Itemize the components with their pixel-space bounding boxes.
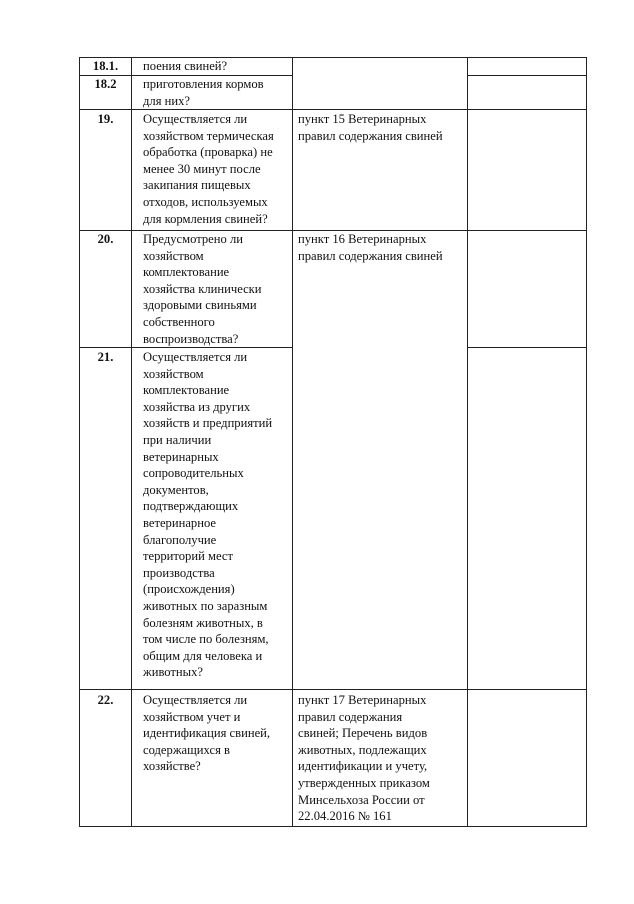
- column-divider-2: [292, 57, 293, 827]
- row-number: 20.: [97, 232, 114, 246]
- row-divider: [467, 347, 587, 348]
- row-question: Осуществляется ли хозяйством термическая обработка (проварка) не менее 30 минут после закипания пищевых отходов, используемых для кормления свиней?: [143, 112, 274, 226]
- row-reference: пункт 15 Ветеринарных правил содержания свиней: [298, 112, 443, 143]
- row-question: приготовления кормов для них?: [143, 77, 264, 108]
- row-question: Предусмотрено ли хозяйством комплектование хозяйства клинически здоровыми свиньями собственного воспроизводства?: [143, 232, 262, 346]
- table-border-bottom: [79, 826, 587, 827]
- row-divider: [79, 689, 587, 690]
- column-divider-1: [131, 57, 132, 827]
- row-question: Осуществляется ли хозяйством комплектование хозяйства из других хозяйств и предприятий при наличии ветеринарных сопроводительных документов, подтверждающих ветеринарное благополучие территорий мест производства (происхождения) животных по заразным болезням животных, в том числе по болезням, общим для человека и животных?: [143, 350, 273, 680]
- column-divider-3: [467, 57, 468, 827]
- table-border-left: [79, 57, 80, 827]
- row-reference: пункт 16 Ветеринарных правил содержания свиней: [298, 232, 443, 263]
- row-number: 18.2: [94, 77, 117, 91]
- row-number: 22.: [97, 693, 114, 707]
- row-number: 21.: [97, 350, 114, 364]
- row-reference: пункт 17 Ветеринарных правил содержания свиней; Перечень видов животных, подлежащих идентификации и учету, утвержденных приказом Минсельхоза России от 22.04.2016 № 161: [298, 693, 430, 824]
- row-number: 18.1.: [92, 59, 119, 73]
- table-border-right: [586, 57, 587, 827]
- row-number: 19.: [97, 112, 114, 126]
- row-question: Осуществляется ли хозяйством учет и идентификация свиней, содержащихся в хозяйстве?: [143, 693, 271, 774]
- row-question: поения свиней?: [143, 59, 228, 73]
- row-divider: [467, 75, 587, 76]
